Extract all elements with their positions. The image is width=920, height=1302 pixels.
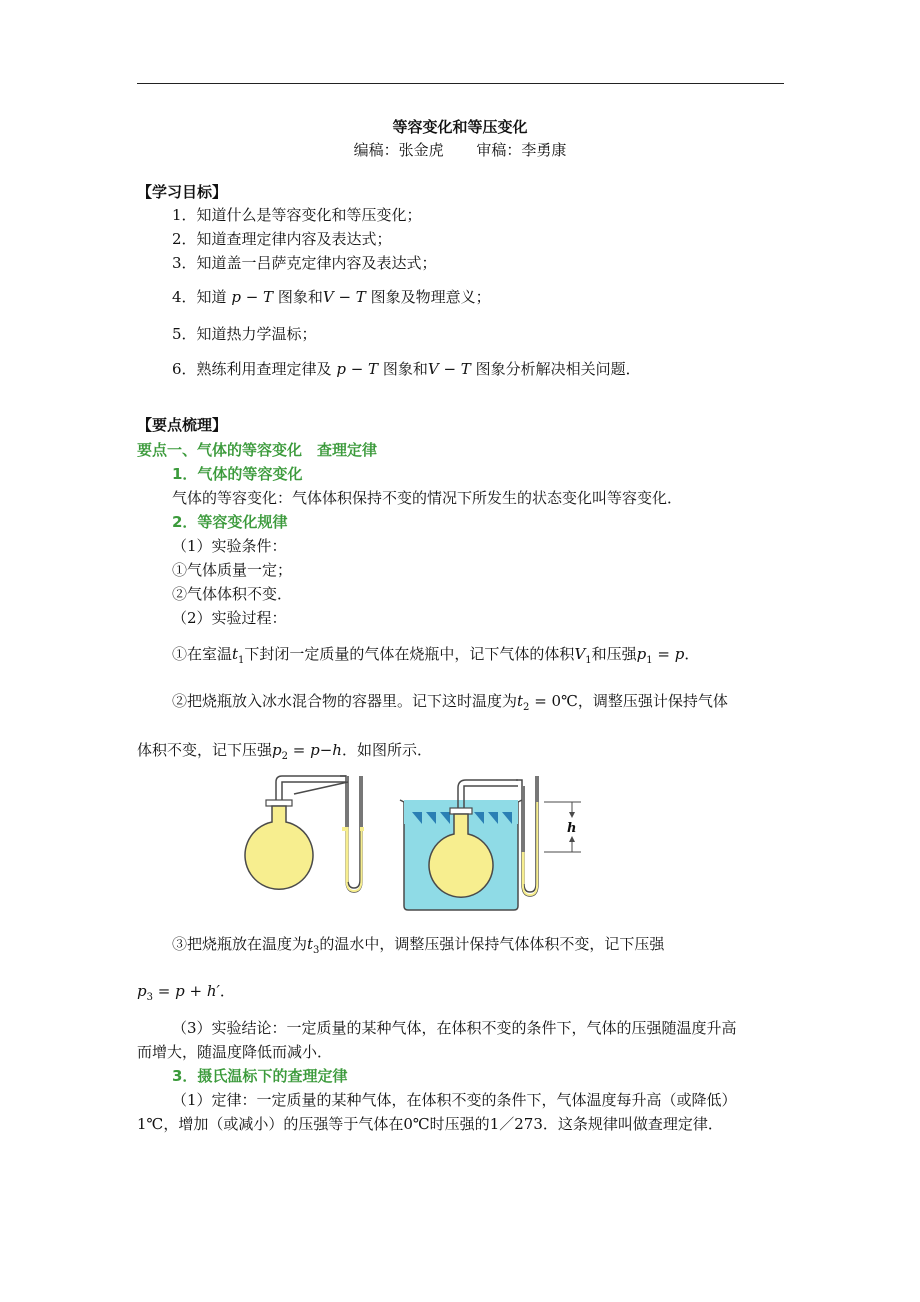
goal-4: 4．知道 p − T 图象和V − T 图象及物理意义； bbox=[172, 288, 491, 306]
manometer-left bbox=[340, 776, 364, 892]
section-2-title: 2．等容变化规律 bbox=[172, 513, 288, 531]
section-1-title: 1．气体的等容变化 bbox=[172, 465, 303, 483]
step-1: ①在室温$t_1$下封闭一定质量的气体在烧瓶中，记下气体的体积$V_1$和压强$p_1 = p$． bbox=[172, 645, 700, 666]
goals-heading: 【学习目标】 bbox=[137, 183, 228, 201]
goal-5: 5．知道热力学温标； bbox=[172, 325, 317, 343]
condition-2: ②气体体积不变． bbox=[172, 585, 293, 603]
summary-heading: 【要点梳理】 bbox=[137, 416, 228, 434]
flask-left bbox=[245, 776, 348, 889]
step-2-cont: 体积不变，记下压强$p_2 = p-h$．如图所示． bbox=[137, 741, 432, 762]
goal-2: 2．知道查理定律内容及表达式； bbox=[172, 230, 392, 248]
reviewer: 审稿：李勇康 bbox=[476, 141, 567, 159]
step-2: ②把烧瓶放入冰水混合物的容器里。记下这时温度为$t_2$ = 0℃，调整压强计保持气体 bbox=[172, 692, 728, 713]
goal-6: 6．熟练利用查理定律及 p − T 图象和V − T 图象分析解决相关问题． bbox=[172, 360, 641, 378]
conclusion-1: （3）实验结论：一定质量的某种气体，在体积不变的条件下，气体的压强随温度升高 bbox=[172, 1019, 737, 1037]
experiment-diagram bbox=[236, 772, 596, 922]
step-3: ③把烧瓶放在温度为$t_3$的温水中，调整压强计保持气体体积不变，记下压强 bbox=[172, 935, 665, 956]
process-label: （2）实验过程： bbox=[172, 609, 287, 627]
manometer-right bbox=[516, 776, 538, 896]
conditions-label: （1）实验条件： bbox=[172, 537, 287, 555]
editor: 编稿：张金虎 bbox=[353, 141, 444, 159]
author-line bbox=[0, 139, 920, 160]
section-1-text: 气体的等容变化：气体体积保持不变的情况下所发生的状态变化叫等容变化． bbox=[172, 489, 683, 507]
conclusion-2: 而增大，随温度降低而减小． bbox=[137, 1043, 333, 1061]
law-line-2: 1℃，增加（或减小）的压强等于气体在0℃时压强的1／273．这条规律叫做查理定律． bbox=[137, 1115, 723, 1133]
condition-1: ①气体质量一定； bbox=[172, 561, 293, 579]
header-rule bbox=[137, 83, 784, 84]
section-3-title: 3．摄氏温标下的查理定律 bbox=[172, 1067, 348, 1085]
page-title: 等容变化和等压变化 bbox=[392, 118, 528, 136]
step-3-cont: $p_3 = p + h'$． bbox=[137, 982, 235, 1003]
height-marker bbox=[544, 802, 581, 852]
law-line-1: （1）定律：一定质量的某种气体，在体积不变的条件下，气体温度每升高（或降低） bbox=[172, 1091, 737, 1109]
goal-3: 3．知道盖一吕萨克定律内容及表达式； bbox=[172, 254, 437, 272]
goal-1: 1．知道什么是等容变化和等压变化； bbox=[172, 206, 422, 224]
point-1-heading: 要点一、气体的等容变化 查理定律 bbox=[137, 441, 378, 459]
height-label: h bbox=[567, 821, 577, 836]
